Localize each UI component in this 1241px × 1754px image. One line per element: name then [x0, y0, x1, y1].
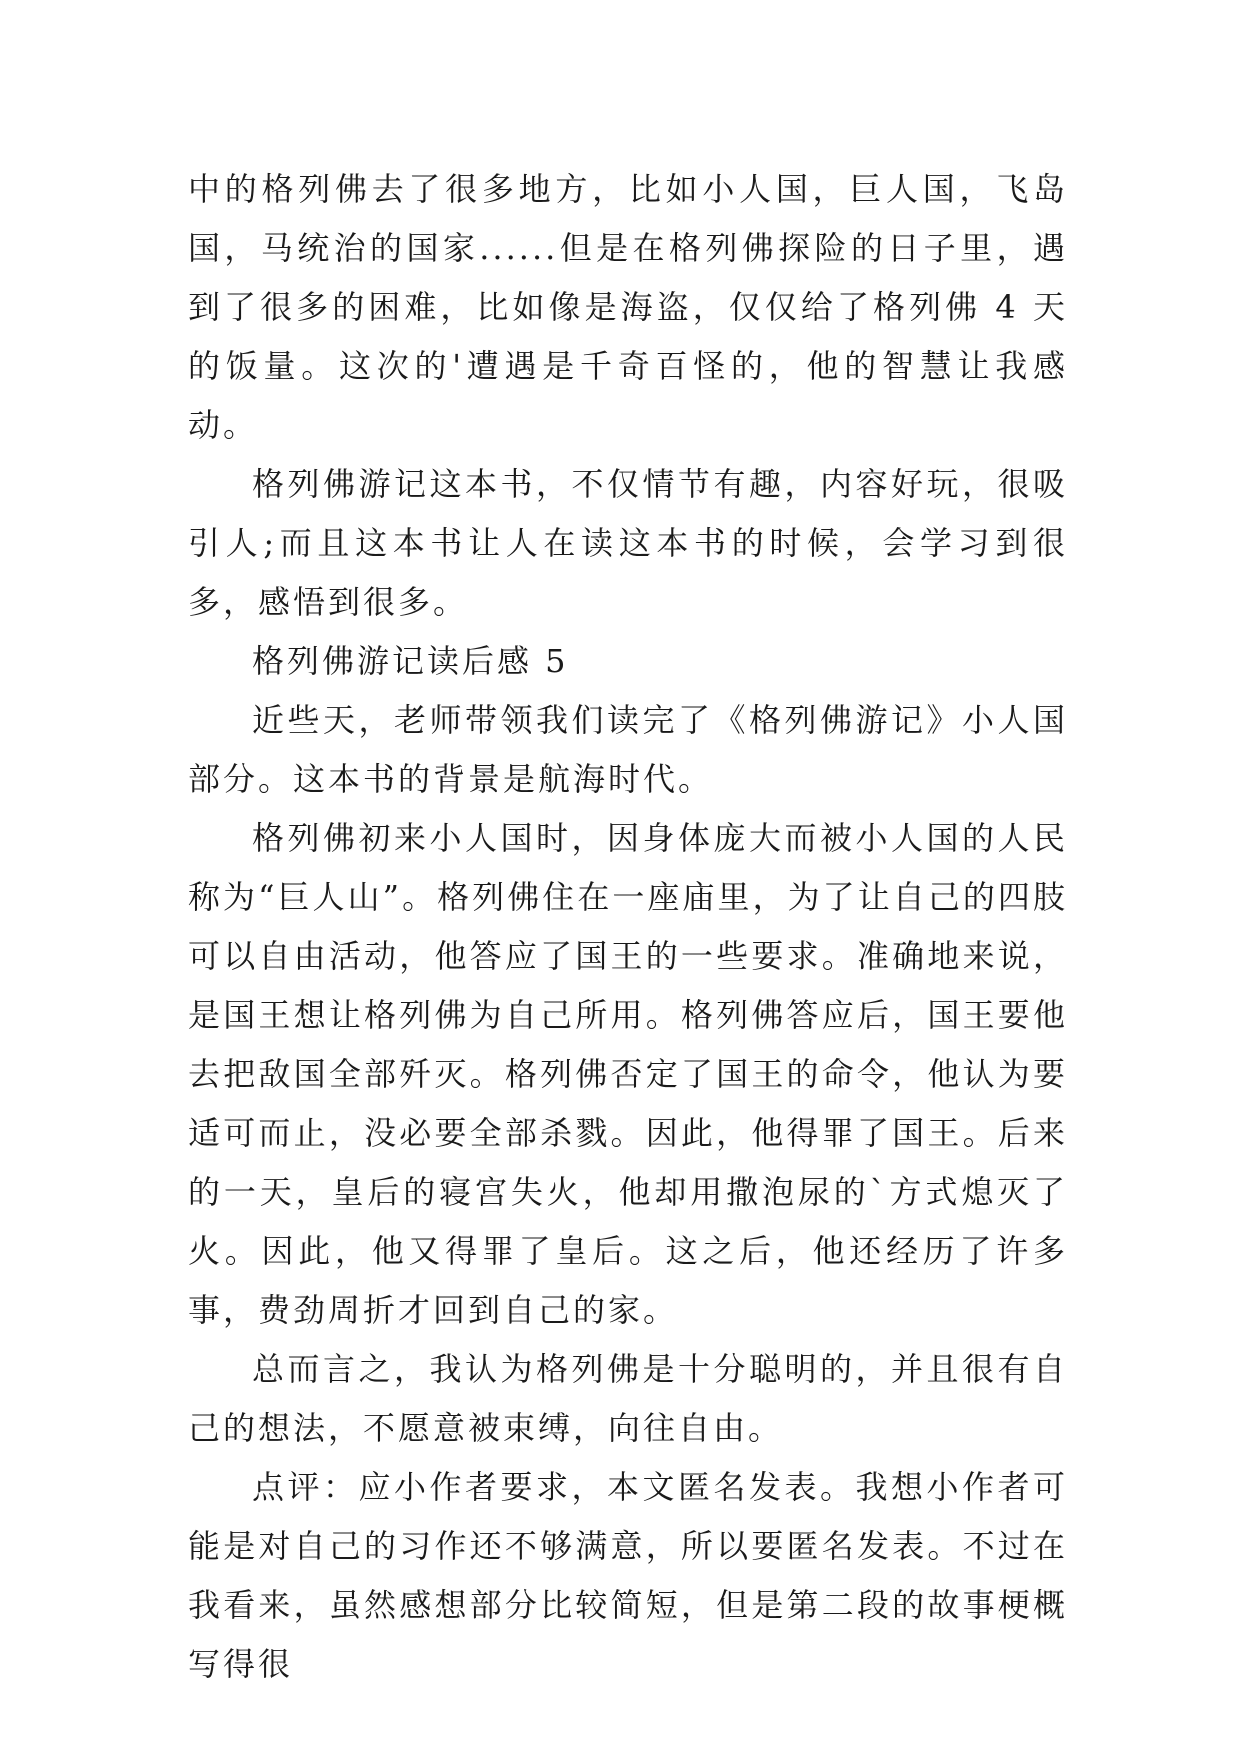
paragraph-review: 点评：应小作者要求，本文匿名发表。我想小作者可能是对自己的习作还不够满意，所以要匿名发表。不过在我看来，虽然感想部分比较简短，但是第二段的故事梗概写得很 — [188, 1468, 1068, 1683]
document-body — [188, 160, 1068, 1694]
paragraph-conclusion: 总而言之，我认为格列佛是十分聪明的，并且很有自己的想法，不愿意被束缚，向往自由。 — [188, 1350, 1068, 1447]
paragraph-story: 格列佛初来小人国时，因身体庞大而被小人国的人民称为“巨人山”。格列佛住在一座庙里，为了让自己的四肢可以自由活动，他答应了国王的一些要求。准确地来说，是国王想让格列佛为自己所用。格列佛答应后，国王要他去把敌国全部歼灭。格列佛否定了国王的命令，他认为要适可而止，没必要全部杀戮。因此，他得罪了国王。后来的一天，皇后的寝宫失火，他却用撒泡尿的`方式熄灭了火。因此，他又得罪了皇后。这之后，他还经历了许多事，费劲周折才回到自己的家。 — [188, 819, 1068, 1329]
paragraph-book-summary: 格列佛游记这本书，不仅情节有趣，内容好玩，很吸引人;而且这本书让人在读这本书的时候，会学习到很多，感悟到很多。 — [188, 465, 1068, 621]
paragraph-intro: 近些天，老师带领我们读完了《格列佛游记》小人国部分。这本书的背景是航海时代。 — [188, 701, 1068, 798]
section-heading: 格列佛游记读后感 5 — [252, 642, 569, 680]
paragraph-continuation: 中的格列佛去了很多地方，比如小人国，巨人国，飞岛国，马统治的国家......但是在格列佛探险的日子里，遇到了很多的困难，比如像是海盗，仅仅给了格列佛 4 天的饭量。这次的'遭遇是千奇百怪的，他的智慧让我感动。 — [188, 170, 1068, 444]
